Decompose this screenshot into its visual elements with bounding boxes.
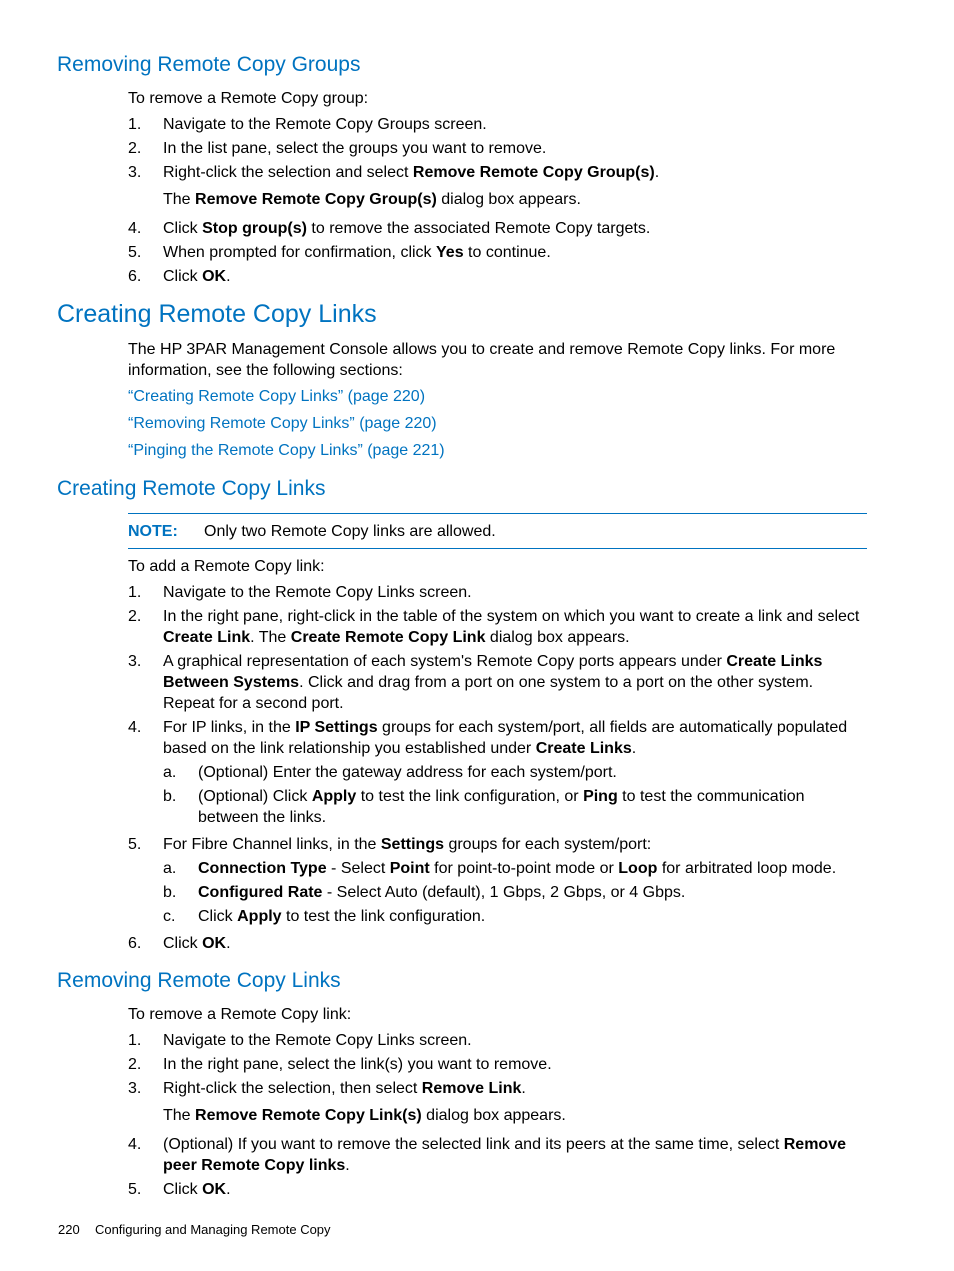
step-number: 2. (128, 608, 142, 625)
substep-text: Configured Rate - Select Auto (default), 1 Gbps, 2 Gbps, or 4 Gbps. (198, 884, 686, 901)
step-text: Click OK. (163, 268, 231, 285)
step-number: 6. (128, 935, 142, 952)
step-note: The Remove Remote Copy Link(s) dialog box appears. (163, 1107, 566, 1124)
footer-title: Configuring and Managing Remote Copy (94, 1222, 331, 1237)
substep-text: (Optional) Enter the gateway address for each system/port. (198, 764, 617, 781)
page-footer (58, 1222, 331, 1237)
step-text: Navigate to the Remote Copy Links screen. (163, 584, 472, 601)
section-heading-removing-groups: Removing Remote Copy Groups (57, 53, 361, 76)
step-number: 4. (128, 220, 142, 237)
step-text: Click OK. (163, 935, 231, 952)
step-text: Navigate to the Remote Copy Links screen. (163, 1032, 472, 1049)
step-text: In the list pane, select the groups you want to remove. (163, 140, 547, 157)
section-heading-removing-links: Removing Remote Copy Links (57, 969, 341, 992)
step-number: 2. (128, 140, 142, 157)
intro-text: The HP 3PAR Management Console allows you to create and remove Remote Copy links. For more information, see the following sections: (128, 341, 836, 379)
step-text: When prompted for confirmation, click Yes to continue. (163, 244, 551, 261)
chapter-heading-creating-links: Creating Remote Copy Links (57, 300, 377, 328)
step-text: Click Stop group(s) to remove the associated Remote Copy targets. (163, 220, 651, 237)
step-text: (Optional) If you want to remove the selected link and its peers at the same time, select Remove peer Remote Copy links. (163, 1136, 846, 1174)
xref-link-pinging[interactable]: “Pinging the Remote Copy Links” (page 221) (128, 442, 445, 459)
step-text: In the right pane, right-click in the table of the system on which you want to create a link and select Create Link. The Create Remote Copy Link dialog box appears. (163, 608, 860, 646)
step-number: 1. (128, 1032, 142, 1049)
step-number: 5. (128, 836, 142, 853)
step-number: 3. (128, 1080, 142, 1097)
step-number: 3. (128, 164, 142, 181)
step-text: Right-click the selection and select Remove Remote Copy Group(s). (163, 164, 660, 181)
step-number: 3. (128, 653, 142, 670)
substep-text: Connection Type - Select Point for point-to-point mode or Loop for arbitrated loop mode. (198, 860, 837, 877)
step-note: The Remove Remote Copy Group(s) dialog box appears. (163, 191, 581, 208)
substep-letter: a. (163, 860, 177, 877)
step-number: 4. (128, 719, 142, 736)
step-number: 5. (128, 244, 142, 261)
step-number: 4. (128, 1136, 142, 1153)
step-text: Navigate to the Remote Copy Groups screen. (163, 116, 487, 133)
step-text: In the right pane, select the link(s) you want to remove. (163, 1056, 552, 1073)
xref-link-creating[interactable]: “Creating Remote Copy Links” (page 220) (128, 388, 426, 405)
step-text: Click OK. (163, 1181, 231, 1198)
substep-letter: b. (163, 884, 177, 901)
step-text: A graphical representation of each system's Remote Copy ports appears under Create Links Between Systems. Click and drag from a port on one system to a port on the other system. Repeat for a second port. (163, 653, 823, 712)
substep-text: (Optional) Click Apply to test the link configuration, or Ping to test the communication between the links. (198, 788, 805, 826)
section-heading-creating-links: Creating Remote Copy Links (57, 477, 326, 500)
step-number: 5. (128, 1181, 142, 1198)
intro-text: To remove a Remote Copy group: (128, 90, 369, 107)
page-number: 220 (58, 1222, 80, 1237)
substep-letter: c. (163, 908, 176, 925)
step-number: 1. (128, 116, 142, 133)
note-label: NOTE: (128, 523, 178, 540)
step-number: 6. (128, 268, 142, 285)
xref-link-removing[interactable]: “Removing Remote Copy Links” (page 220) (128, 415, 437, 432)
substep-text: Click Apply to test the link configuration. (198, 908, 486, 925)
substep-letter: a. (163, 764, 177, 781)
intro-text: To remove a Remote Copy link: (128, 1006, 352, 1023)
step-number: 1. (128, 584, 142, 601)
substep-letter: b. (163, 788, 177, 805)
note-bottom-rule (128, 548, 867, 549)
step-text: For IP links, in the IP Settings groups for each system/port, all fields are automatically populated based on the link relationship you established under Create Links. (163, 719, 848, 757)
step-number: 2. (128, 1056, 142, 1073)
note-top-rule (128, 513, 867, 514)
step-text: For Fibre Channel links, in the Settings groups for each system/port: (163, 836, 652, 853)
note-text: Only two Remote Copy links are allowed. (204, 523, 496, 540)
step-text: Right-click the selection, then select Remove Link. (163, 1080, 526, 1097)
intro-text: To add a Remote Copy link: (128, 558, 325, 575)
